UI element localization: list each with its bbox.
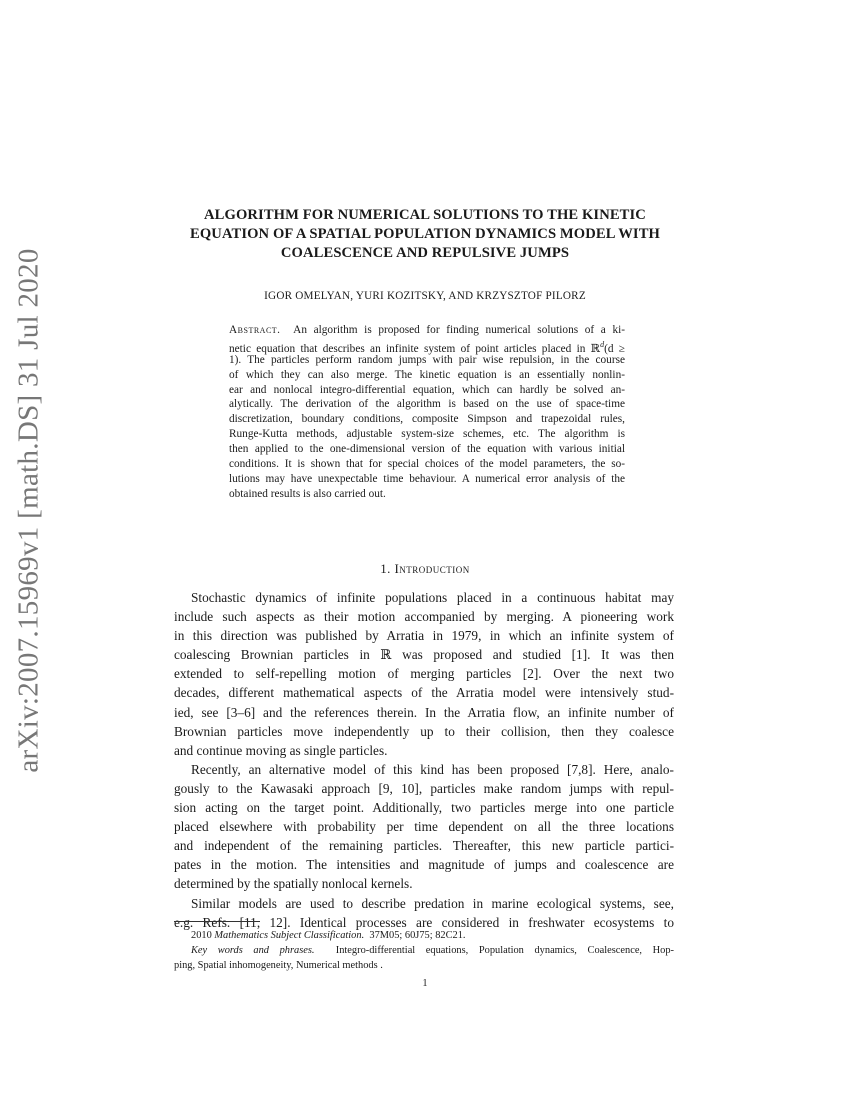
title-line: ALGORITHM FOR NUMERICAL SOLUTIONS TO THE KINETIC [204,207,646,223]
abstract-line: then applied to the one-dimensional version of the equation with various initial [229,443,625,456]
body-line: gously to the Kawasaki approach [9, 10], particles make random jumps with repul- [174,780,674,796]
page-number: 1 [422,978,428,989]
body-line: Stochastic dynamics of infinite populations placed in a continuous habitat may [191,590,674,605]
abstract-line: 1). The particles perform random jumps with pair wise repulsion, in the course [229,353,625,366]
body-line: and continue moving as single particles. [174,742,388,758]
body-line: e.g. Refs. [11, 12]. Identical processes are considered in freshwater ecosystems to [174,914,674,930]
abstract-line: discretization, boundary conditions, composite Simpson and trapezoidal rules, [229,413,625,426]
title-line: EQUATION OF A SPATIAL POPULATION DYNAMICS MODEL WITH [190,226,660,242]
abstract-line: conditions. It is shown that for special choices of the model parameters, the so- [229,458,625,471]
footnote-keywords: Key words and phrases. Integro-differential equations, Population dynamics, Coalescence, Hop- [191,944,674,956]
arxiv-identifier-stamp [4,247,54,773]
body-line: extended to self-repelling motion of merging particles [2]. Over the next two [174,666,674,682]
body-line: ied, see [3–6] and the references therein. In the Arratia flow, an infinite number of [174,704,674,720]
author-list: IGOR OMELYAN, YURI KOZITSKY, AND KRZYSZTOF PILORZ [264,290,586,302]
footnote-msc: 2010 Mathematics Subject Classification. 37M05; 60J75; 82C21. [191,930,466,941]
footnote-rule [174,921,260,922]
footnote-keywords-cont: ping, Spatial inhomogeneity, Numerical methods . [174,959,383,971]
abstract-line: netic equation that describes an infinite system of point articles placed in ℝ$^d$(d ≥ [229,339,625,355]
body-line: decades, different mathematical aspects of the Arratia model were intensively stud- [174,685,674,701]
body-line: in this direction was published by Arratia in 1979, in which an infinite system of [174,628,674,644]
body-line: Recently, an alternative model of this kind has been proposed [7,8]. Here, analo- [191,761,674,777]
title-line: COALESCENCE AND REPULSIVE JUMPS [280,245,570,261]
body-line: Brownian particles move independently up to their collision, then they coalesce [174,723,674,739]
abstract-line: alytically. The derivation of the algorithm is based on the use of space-time [229,398,625,411]
section-name: Introduction [394,561,470,576]
body-line: placed elsewhere with probability per time dependent on all the three locations [174,819,674,835]
section-heading [150,561,700,577]
body-line: include such aspects as their motion accompanied by merging. A pioneering work [174,609,674,625]
abstract-line: lutions may have unexpectable time behaviour. A numerical error analysis of the [229,472,625,485]
abstract-label: Abstract. [229,324,281,336]
arxiv-identifier-text: arXiv:2007.15969v1 [math.DS] 31 Jul 2020 [12,247,45,773]
body-line: Similar models are used to describe predation in marine ecological systems, see, [191,895,674,911]
abstract-line: obtained results is also carried out. [229,487,386,500]
abstract-line: ear and nonlocal integro-differential equation, which can hardly be solved an- [229,383,625,396]
body-line: pates in the motion. The intensities and magnitude of jumps and coalescence are [174,857,674,873]
footnotes [174,929,674,974]
paper-title [150,206,700,263]
introduction-body [174,588,674,932]
body-line: coalescing Brownian particles in ℝ was proposed and studied [1]. It was then [174,647,674,663]
abstract-line: Runge-Kutta methods, adjustable system-size schemes, etc. The algorithm is [229,428,625,441]
abstract [229,323,625,502]
abstract-line: Abstract. An algorithm is proposed for finding numerical solutions of a ki- [229,324,626,336]
abstract-line: of which they can also merge. The kinetic equation is an essentially nonlin- [229,368,625,381]
section-number: 1. [380,561,391,576]
body-line: sion acting on the target point. Additionally, two particles merge into one particle [174,800,674,816]
math-superscript: d [600,339,605,349]
body-line: and independent of the remaining particles. Thereafter, this new particle partici- [174,838,674,854]
body-line: determined by the spatially nonlocal kernels. [174,876,413,892]
